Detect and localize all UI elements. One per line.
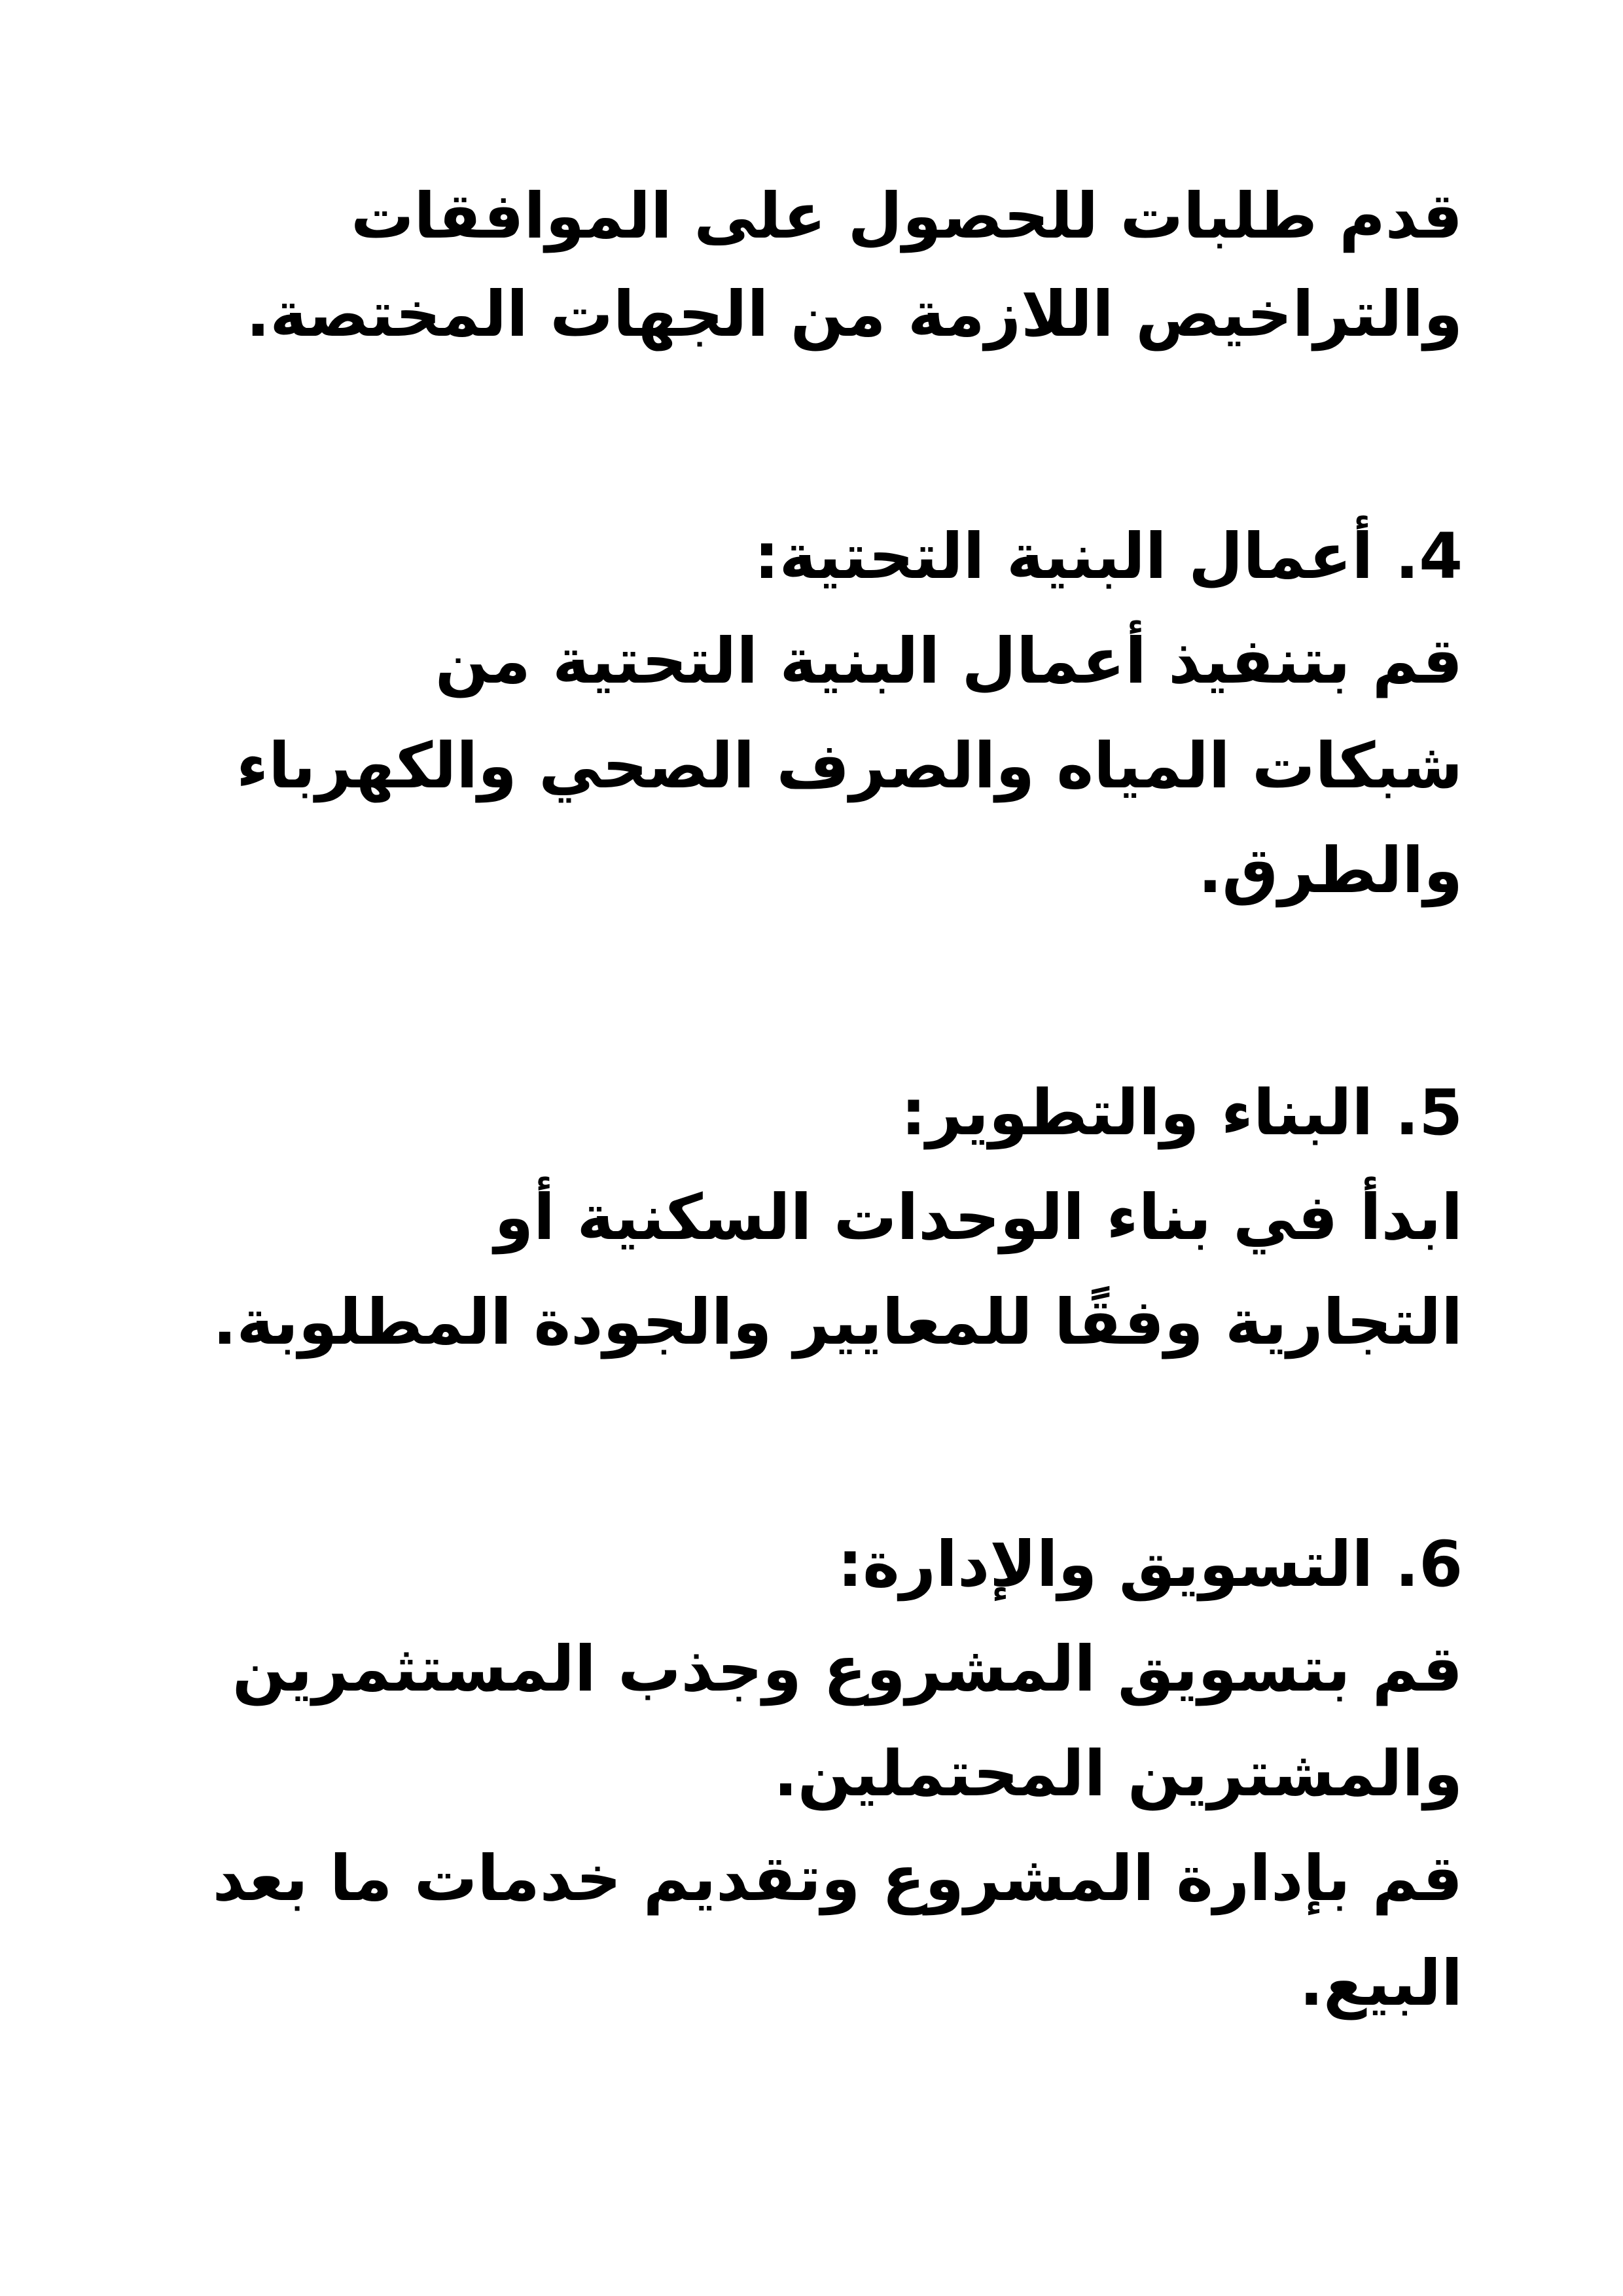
paragraph-line: قم بتنفيذ أعمال البنية التحتية من [435, 624, 1463, 698]
paragraph-line: والتراخيص اللازمة من الجهات المختصة. [245, 278, 1463, 351]
paragraph-line: التجارية وفقًا للمعايير والجودة المطلوبة. [213, 1285, 1463, 1359]
paragraph-line: والمشترين المحتملين. [774, 1737, 1463, 1810]
section-heading: 4. أعمال البنية التحتية: [754, 520, 1463, 593]
paragraph-line: شبكات المياه والصرف الصحي والكهرباء [236, 729, 1463, 802]
paragraph-line: قم بتسويق المشروع وجذب المستثمرين [232, 1632, 1463, 1706]
paragraph-line: والطرق. [1198, 834, 1463, 907]
paragraph-line: قدم طلبات للحصول على الموافقات [351, 179, 1463, 253]
paragraph-line: قم بإدارة المشروع وتقديم خدمات ما بعد [212, 1842, 1463, 1915]
paragraph-line: ابدأ في بناء الوحدات السكنية أو [494, 1181, 1463, 1254]
paragraph-line: البيع. [1299, 1946, 1463, 2020]
section-heading: 5. البناء والتطوير: [901, 1076, 1463, 1149]
section-heading: 6. التسويق والإدارة: [837, 1528, 1463, 1601]
